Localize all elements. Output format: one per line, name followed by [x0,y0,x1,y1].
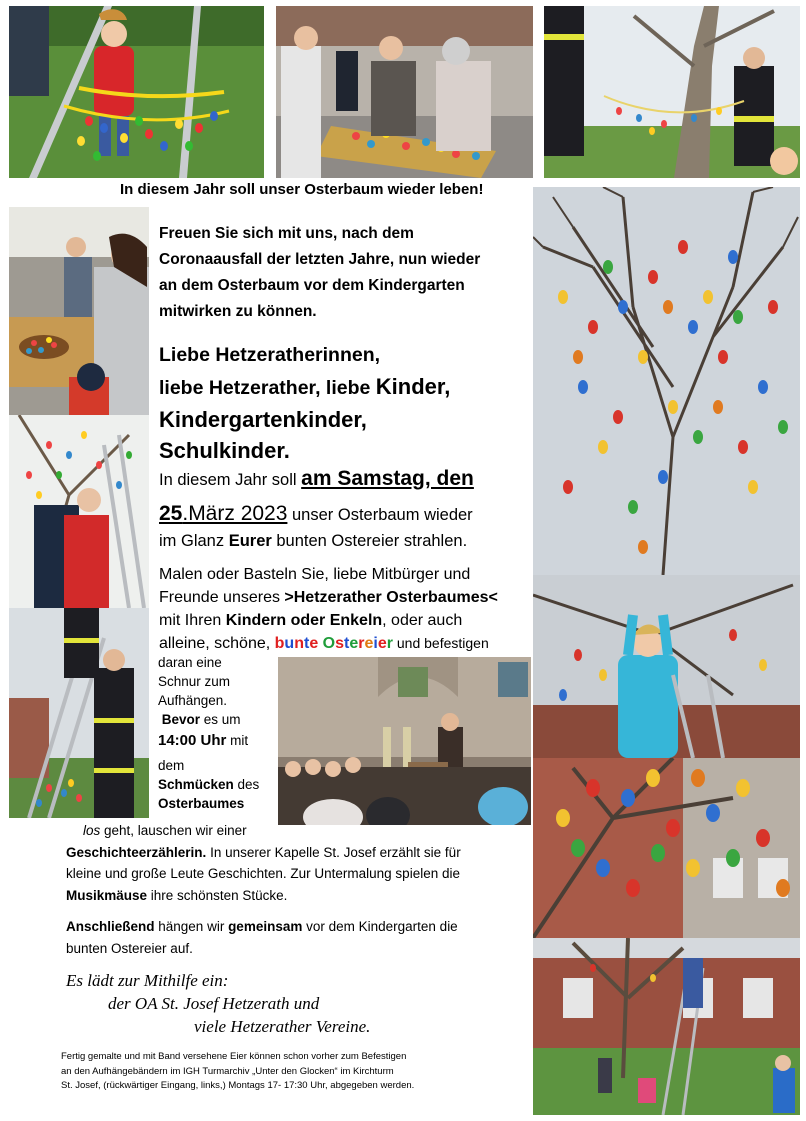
malen-line [159,632,498,655]
text-bold: >Hetzerather Osterbaumes< [284,589,498,606]
footnote-line: Fertig gemalte und mit Band versehene Eier können schon vorher zum Befestigen [61,1051,407,1062]
text: geht, lauschen wir einer [100,823,247,838]
malen-line [159,609,498,632]
colored-letter: t [344,635,350,652]
text-bold: Geschichteerzählerin. [66,844,207,860]
text: hängen wir [154,919,229,934]
colored-letter: e [349,635,359,652]
date-line-3 [159,532,467,551]
colored-letter: r [358,635,365,652]
hang-paragraph [66,916,458,959]
greeting [159,340,450,466]
photo-chapel-storytelling [278,657,531,825]
narrow-line: dem [158,758,185,773]
footnote-line: St. Josef, (rückwärtiger Eingang, links,) Montags 17- 17:30 Uhr, abgegeben werden. [61,1080,415,1091]
colored-letter: n [294,635,304,652]
date-pre: In diesem Jahr soll [159,471,302,489]
photo-egg-table-adults [276,6,533,178]
narrow-line: Aufhängen. [158,693,228,708]
photo-girl-hanging-egg [533,575,800,758]
story-line [66,820,461,842]
date-day: 25 [159,502,183,525]
text: mit [226,733,249,748]
photo-hanging-eggs-tree [9,415,149,608]
text-italic: los [83,823,101,838]
colored-letter: u [284,635,295,652]
invite-line: der OA St. Josef Hetzerath und [108,994,320,1013]
colored-letter: s [335,635,345,652]
text-bold: Schmücken [158,777,234,792]
narrow-column [158,653,259,813]
text: bunten Ostereier strahlen. [271,532,468,550]
photo-child-ladder-eggs [9,6,264,178]
narrow-line [158,775,259,794]
text: es um [200,712,241,727]
colored-letter: i [373,635,378,652]
text: und befestigen [393,635,489,651]
photo-tree-eggs-closeup [533,758,800,938]
hang-line [66,916,458,938]
date-line-2 [159,502,473,526]
narrow-line [158,710,259,729]
text-bold: 14:00 Uhr [158,732,227,749]
footnote [61,1050,414,1094]
greeting-line [159,371,450,404]
colored-letter: e [377,635,387,652]
footnote-line: an den Aufhängebändern im IGH Turmarchiv „Unter den Glocken“ im Kirchturm [61,1065,394,1077]
colored-letter: e [309,635,319,652]
story-line: kleine und große Leute Geschichten. Zur Untermalung spielen die [66,866,460,881]
malen-line [159,586,498,609]
text: mit Ihren [159,612,226,629]
intro-line: an dem Osterbaum vor dem Kindergarten [159,277,465,294]
malen-line: Malen oder Basteln Sie, liebe Mitbürger und [159,566,471,583]
intro-line: Coronaausfall der letzten Jahre, nun wieder [159,251,481,268]
story-line [66,885,461,907]
colored-letter: t [303,635,310,652]
story-line [66,842,461,864]
narrow-line [158,731,259,750]
colored-letter: e [364,635,374,652]
colored-word-ostereier [323,635,393,652]
text-bold: gemeinsam [228,919,303,934]
invite-line: Es lädt zur Mithilfe ein: [66,971,229,990]
photo-decorated-tree-large [533,187,800,575]
hang-line: bunten Ostereier auf. [66,940,193,956]
intro-line: Freuen Sie sich mit uns, nach dem [159,225,414,242]
headline: In diesem Jahr soll unser Osterbaum wieder leben! [120,181,484,198]
greeting-line: Liebe Hetzeratherinnen, [159,344,381,366]
greeting-line: Schulkinder. [159,438,290,463]
text: vor dem Kindergarten die [302,919,458,934]
greeting-kinder: Kinder, [375,374,451,399]
invitation [66,969,370,1038]
colored-word-bunte [275,635,319,652]
narrow-line: daran eine [158,655,222,670]
text-bold: Kindern oder Enkeln [225,612,383,629]
photo-tree-ladder-children [533,938,800,1115]
colored-letter: O [322,635,336,652]
colored-letter: r [386,635,393,652]
date-post: unser Osterbaum wieder [287,506,473,524]
photo-firefighters-ladder [9,608,149,818]
colored-letter: b [274,635,285,652]
text: des [233,777,260,792]
narrow-line: Schnur zum [158,674,231,689]
text: , oder auch [382,612,463,629]
intro-line: mitwirken zu können. [159,303,317,320]
date-month-year: .März 2023 [182,502,288,525]
text-bold: Anschließend [66,919,155,934]
greeting-line: Kindergartenkinder, [159,407,367,432]
text: ihre schönsten Stücke. [147,887,288,903]
date-line-1 [159,467,474,491]
text: In unserer Kapelle St. Josef erzählt sie für [206,844,461,860]
date-big: am Samstag, den [301,467,474,490]
narrow-line: Osterbaumes [158,796,245,811]
photo-firefighters-egg-garland [544,6,800,178]
text-bold: Musikmäuse [66,887,148,903]
story-paragraph [66,820,461,906]
photo-egg-painting-table [9,207,149,415]
greeting-text: liebe Hetzerather, liebe [159,377,376,399]
text: Freunde unseres [159,589,285,606]
text-bold: Eurer [228,532,272,550]
text-bold: Bevor [161,712,201,727]
invite-line: viele Hetzerather Vereine. [194,1017,371,1036]
text: alleine, schöne, [159,635,275,652]
intro-paragraph [159,221,480,325]
text: im Glanz [159,532,229,550]
malen-paragraph [159,563,498,655]
